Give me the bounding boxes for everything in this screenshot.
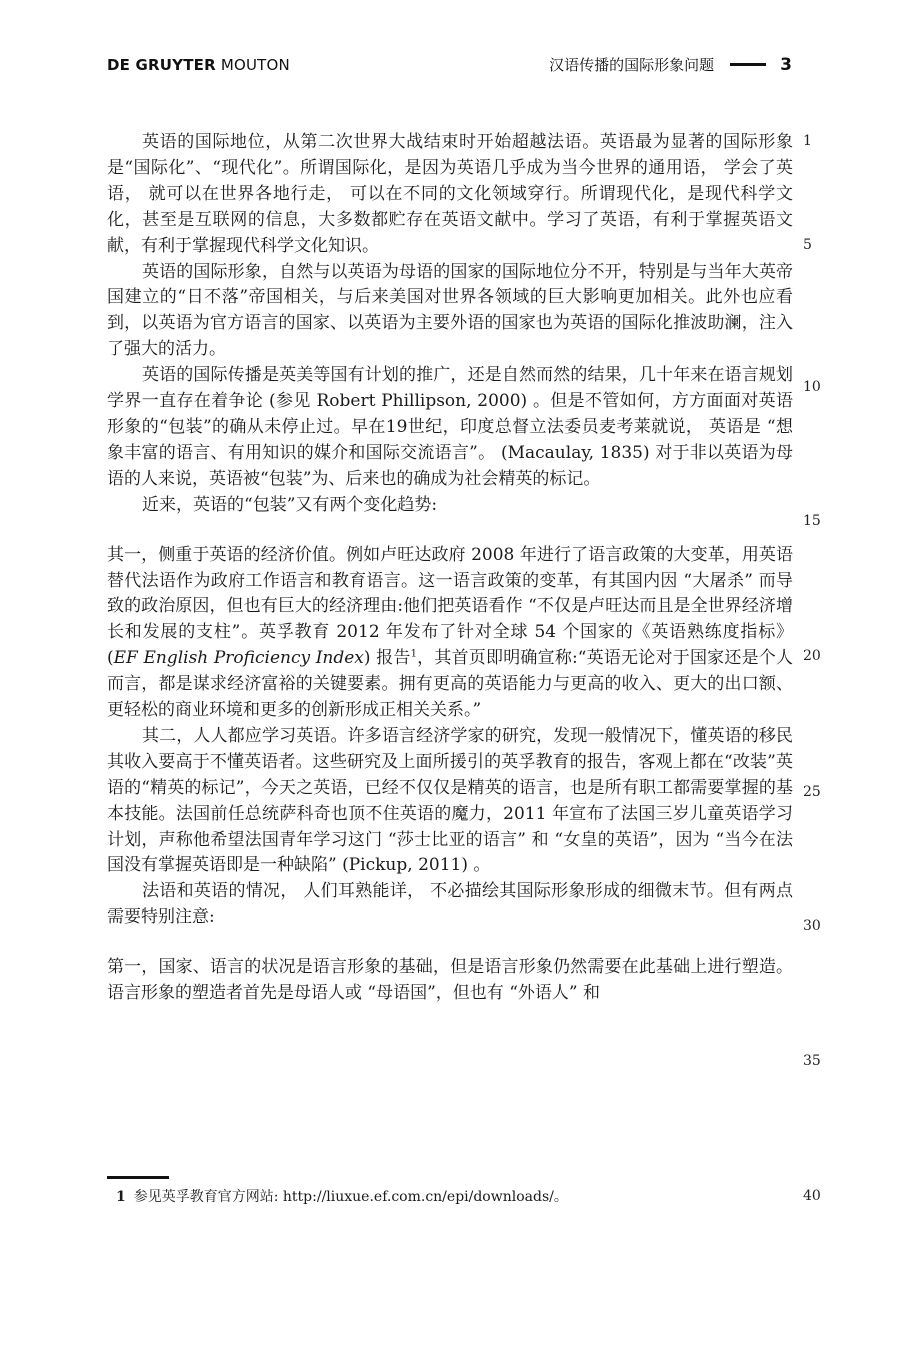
footnote-rule	[107, 1176, 169, 1179]
footnote-text: 参见英孚教育官方网站: http://liuxue.ef.com.cn/epi/downloads/。	[133, 1189, 568, 1205]
line-number: 40	[803, 1188, 821, 1204]
paragraph-3: 英语的国际传播是英美等国有计划的推广，还是自然而然的结果，几十年来在语言规划学界一直存在着争论 (参见 Robert Phillipson, 2000) 。但是不管如何，方方面面对英语形象的“包装”的确从未停止过。早在19世纪，印度总督立法委员麦考莱就说， 英语是 “想象丰富的语言、有用知识的媒介和国际交流语言”。 (Macaulay, 1835) 对于非以英语为母语的人来说，英语被“包装”为、后来也的确成为社会精英的标记。	[107, 365, 793, 489]
header-rule	[730, 63, 766, 66]
paragraph-5-index-title: EF English Proficiency Index	[113, 648, 364, 669]
footnote-reference: 1	[410, 648, 417, 660]
page-number: 3	[780, 54, 792, 75]
footnote-mark: 1	[116, 1189, 126, 1205]
paragraph-1: 英语的国际地位，从第二次世界大战结束时开始超越法语。英语最为显著的国际形象是“国际化”、“现代化”。所谓国际化，是因为英语几乎成为当今世界的通用语， 学会了英语， 就可以在世界各地行走， 可以在不同的文化领域穿行。所谓现代化，是现代科学文化，甚至是互联网的信息，大多数都贮存在英语文献中。学习了英语，有利于掌握英语文献，有利于掌握现代科学文化知识。	[107, 132, 793, 256]
paragraph-4: 近来，英语的“包装”又有两个变化趋势:	[142, 494, 438, 515]
paragraph-2: 英语的国际形象，自然与以英语为母语的国家的国际地位分不开，特别是与当年大英帝国建立的“日不落”帝国相关，与后来美国对世界各领域的巨大影响更加相关。此外也应看到，以英语为官方语言的国家、以英语为主要外语的国家也为英语的国际化推波助澜，注入了强大的活力。	[107, 261, 793, 360]
line-number: 25	[803, 784, 821, 800]
publisher-name-bold: DE GRUYTER	[107, 56, 216, 74]
line-number: 35	[803, 1053, 821, 1069]
line-number: 5	[803, 237, 812, 253]
running-title: 汉语传播的国际形象问题	[549, 56, 715, 74]
line-number: 30	[803, 918, 821, 934]
publisher-name-rest: MOUTON	[220, 56, 290, 74]
paragraph-5-part-a: 其一，侧重于英语的经济价值。例如卢旺达政府 2008 年进行了语言政策的大变革，用英语替代法语作为政府工作语言和教育语言。这一语言政策的变革，有其国内因 “大屠杀” 而导致的政治原因，但也有巨大的经济理由:他们把英语看作 “不仅是卢旺达而且是全世界经济增长和发展的支柱”。英孚教育 2012 年发布了针对全球 54 个国家的《英语熟练度指标》 (	[107, 544, 793, 669]
line-number: 1	[803, 133, 812, 149]
paragraph-5	[107, 543, 793, 724]
paragraph-5-part-b: ) 报告	[363, 648, 411, 669]
paragraph-6: 其二，人人都应学习英语。许多语言经济学家的研究，发现一般情况下，懂英语的移民其收入要高于不懂英语者。这些研究及上面所援引的英孚教育的报告，客观上都在“改装”英语的“精英的标记”，今天之英语，已经不仅仅是精英的语言，也是所有职工都需要掌握的基本技能。法国前任总统萨科奇也顶不住英语的魔力，2011 年宣布了法国三岁儿童英语学习计划，声称他希望法国青年学习这门 “莎士比亚的语言” 和 “女皇的英语”，因为 “当今在法国没有掌握英语即是一种缺陷” (Pickup, 2011) 。	[107, 725, 793, 876]
publisher-logo	[107, 56, 290, 74]
main-text	[107, 130, 793, 1007]
line-number: 20	[803, 648, 821, 664]
paragraph-8: 第一，国家、语言的状况是语言形象的基础，但是语言形象仍然需要在此基础上进行塑造。语言形象的塑造者首先是母语人或 “母语国”，但也有 “外语人” 和	[107, 957, 793, 1004]
paragraph-5-part-c: ，其首页即明确宣称:“英语无论对于国家还是个人而言，都是谋求经济富裕的关键要素。拥有更高的英语能力与更高的收入、更大的出口额、更轻松的商业环境和更多的创新形成正相关关系。”	[107, 648, 793, 721]
line-number: 10	[803, 379, 821, 395]
running-header	[549, 54, 792, 75]
footnote	[116, 1186, 568, 1206]
paragraph-7: 法语和英语的情况， 人们耳熟能详， 不必描绘其国际形象形成的细微末节。但有两点需要特别注意:	[107, 881, 793, 928]
line-number: 15	[803, 513, 821, 529]
